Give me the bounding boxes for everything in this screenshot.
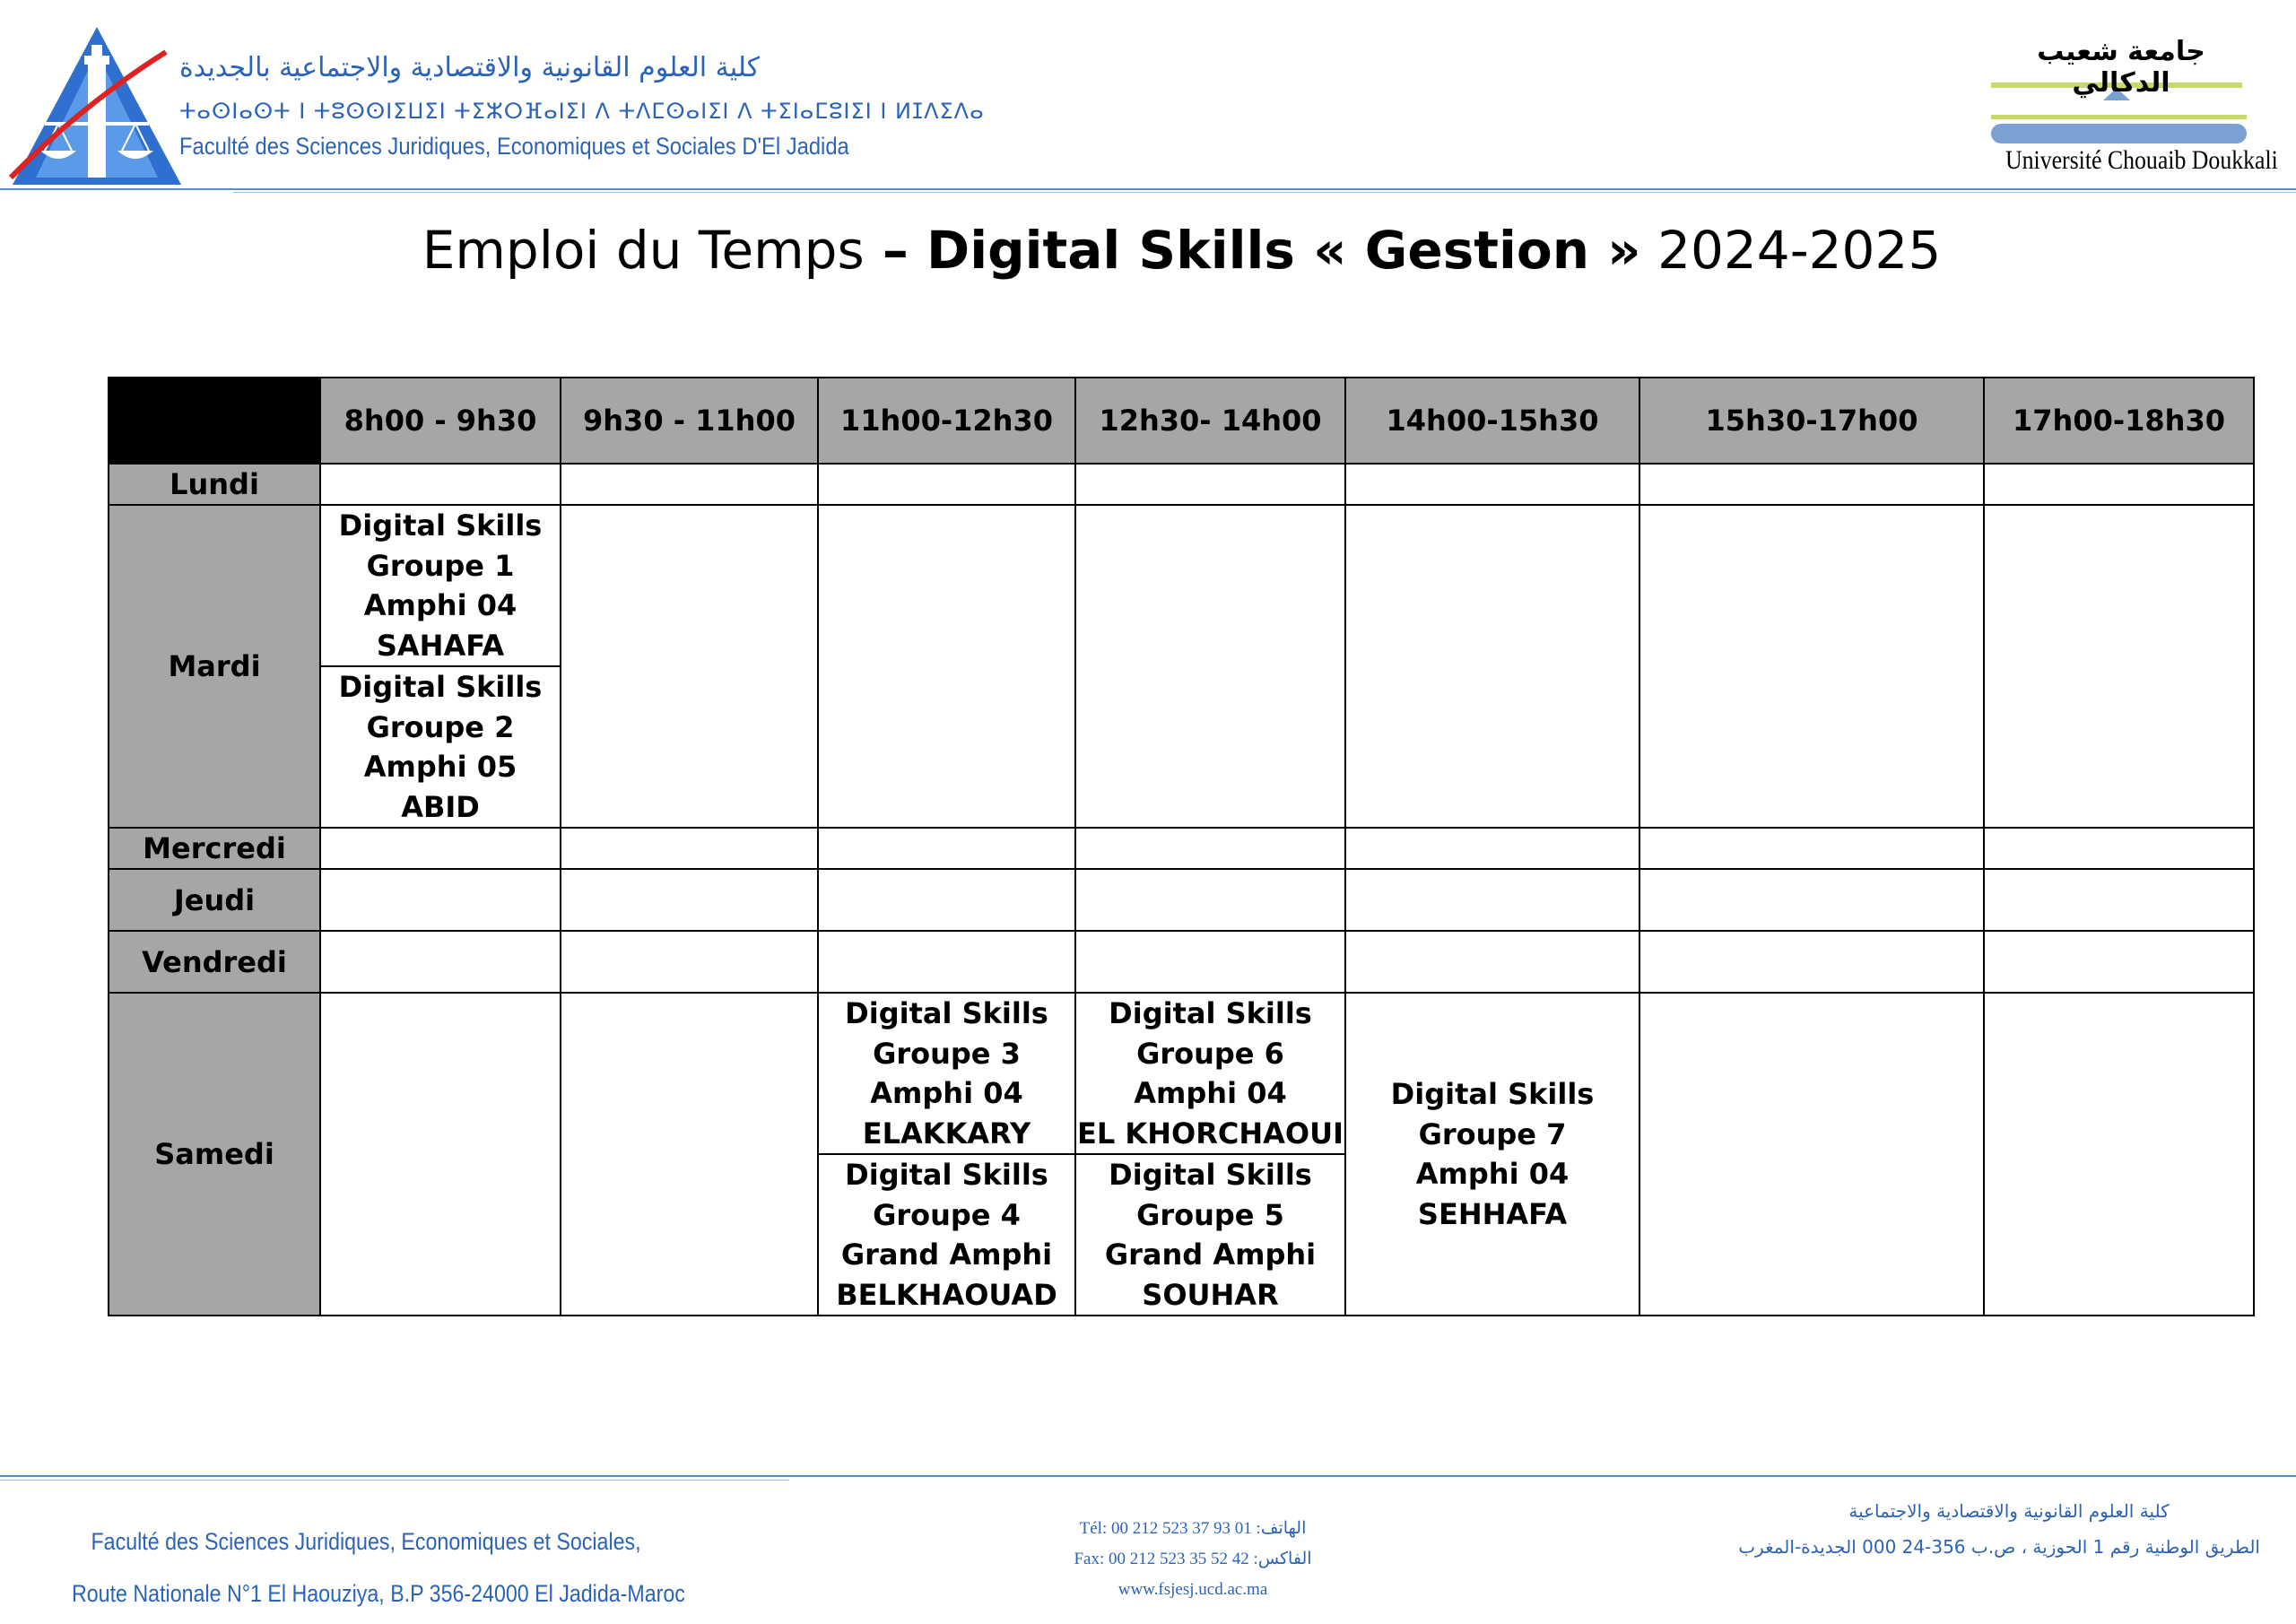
empty-cell — [818, 869, 1075, 931]
time-slot-header: 15h30-17h00 — [1639, 378, 1984, 464]
faculty-name-tifinagh: ⵜⴰⵙⵏⴰⵙⵜ ⵏ ⵜⵓⵙⵙⵏⵉⵡⵉⵏ ⵜⵉⵣⵔⴼⴰⵏⵉⵏ ⴷ ⵜⴷⵎⵙⴰⵏⵉⵏ ⴷ ⵜⵉⵏⴰⵎⵓⵏⵉⵏ ⵏ ⵍⵊⴷⵉⴷⴰ — [179, 99, 985, 124]
empty-cell — [818, 464, 1075, 505]
day-row-vendredi — [109, 931, 2254, 993]
session-group: Groupe 5 — [1136, 1197, 1284, 1232]
university-name-arabic: جامعة شعيب الدكالي — [2037, 36, 2205, 99]
footer-contact — [1031, 1514, 1354, 1605]
session-room: Grand Amphi — [840, 1238, 1053, 1272]
empty-cell — [1984, 828, 2254, 869]
session-teacher: ABID — [401, 789, 480, 824]
faculty-name-arabic: كلية العلوم القانونية والاقتصادية والاجتماعية بالجديدة — [179, 52, 760, 83]
page-title — [0, 220, 2296, 281]
empty-cell — [1075, 931, 1345, 993]
day-row-mardi — [109, 505, 2254, 666]
session-room: Amphi 05 — [363, 750, 517, 784]
empty-cell — [561, 931, 818, 993]
day-label: Vendredi — [109, 931, 320, 993]
session-course: Digital Skills — [1109, 1158, 1312, 1192]
session-group: Groupe 4 — [873, 1197, 1021, 1232]
day-label: Samedi — [109, 993, 320, 1316]
footer-website-link[interactable]: www.fsjesj.ucd.ac.ma — [1118, 1580, 1268, 1599]
day-row-lundi — [109, 464, 2254, 505]
empty-cell — [1345, 931, 1639, 993]
empty-cell — [320, 828, 561, 869]
footer-faculty-name: Faculté des Sciences Juridiques, Economiques et Sociales, — [91, 1528, 641, 1555]
day-label: Jeudi — [109, 869, 320, 931]
schedule-table — [108, 377, 2255, 1316]
header-divider-thin — [233, 192, 2296, 193]
empty-cell — [1075, 869, 1345, 931]
empty-cell — [1639, 869, 1984, 931]
empty-cell — [561, 869, 818, 931]
empty-cell — [1075, 505, 1345, 828]
empty-cell — [320, 931, 561, 993]
empty-cell — [1639, 505, 1984, 828]
empty-cell — [1345, 828, 1639, 869]
time-slot-header: 12h30- 14h00 — [1075, 378, 1345, 464]
empty-cell — [561, 993, 818, 1316]
empty-cell — [1345, 505, 1639, 828]
faculty-logo — [9, 25, 184, 187]
title-bold: – Digital Skills « Gestion » — [864, 220, 1641, 281]
session-cell-mardi-group2 — [320, 666, 561, 828]
session-cell-mardi-group1 — [320, 505, 561, 666]
session-teacher: SAHAFA — [376, 628, 505, 663]
title-prefix: Emploi du Temps — [422, 220, 865, 281]
time-slot-header: 14h00-15h30 — [1345, 378, 1639, 464]
time-slot-header: 8h00 - 9h30 — [320, 378, 561, 464]
time-slot-header: 11h00-12h30 — [818, 378, 1075, 464]
day-row-jeudi — [109, 869, 2254, 931]
session-course: Digital Skills — [1390, 1077, 1595, 1111]
empty-cell — [1984, 931, 2254, 993]
footer-fax: Fax: 00 212 523 35 52 42 :الفاكس — [1074, 1550, 1312, 1568]
footer-address-fr — [72, 1515, 685, 1620]
session-group: Groupe 2 — [366, 709, 515, 744]
empty-cell — [1984, 505, 2254, 828]
empty-cell — [561, 464, 818, 505]
day-label: Mercredi — [109, 828, 320, 869]
empty-cell — [320, 993, 561, 1316]
faculty-name-french: Faculté des Sciences Juridiques, Economiques et Sociales D'El Jadida — [179, 133, 849, 160]
session-room: Amphi 04 — [870, 1076, 1023, 1110]
empty-cell — [818, 931, 1075, 993]
session-cell-samedi-group4 — [818, 1154, 1075, 1316]
header-row — [109, 378, 2254, 464]
session-teacher: EL KHORCHAOUI — [1077, 1116, 1344, 1151]
session-cell-samedi-group5 — [1075, 1154, 1345, 1316]
footer-divider-thin — [0, 1480, 789, 1481]
session-room: Amphi 04 — [363, 588, 517, 622]
empty-cell — [1984, 464, 2254, 505]
session-group: Groupe 1 — [366, 548, 515, 583]
footer-divider — [0, 1475, 2296, 1477]
empty-cell — [1984, 993, 2254, 1316]
session-course: Digital Skills — [1109, 996, 1312, 1030]
session-room: Amphi 04 — [1415, 1157, 1570, 1191]
session-group: Groupe 6 — [1136, 1036, 1284, 1071]
day-label: Lundi — [109, 464, 320, 505]
title-suffix: 2024-2025 — [1640, 220, 1942, 281]
day-row-mercredi — [109, 828, 2254, 869]
footer-address: Route Nationale N°1 El Haouziya, B.P 356-24000 El Jadida-Maroc — [72, 1580, 685, 1607]
session-teacher: ELAKKARY — [862, 1116, 1031, 1151]
footer-faculty-name-ar: كلية العلوم القانونية والاقتصادية والاجتماعية — [1848, 1500, 2170, 1522]
empty-cell — [1984, 869, 2254, 931]
session-course: Digital Skills — [845, 996, 1048, 1030]
footer-tel: Tél: 00 212 523 37 93 01 :الهاتف — [1079, 1519, 1307, 1538]
session-cell-samedi-group7 — [1345, 993, 1639, 1316]
session-room: Amphi 04 — [1134, 1076, 1287, 1110]
empty-cell — [1639, 828, 1984, 869]
empty-cell — [561, 505, 818, 828]
empty-cell — [1075, 464, 1345, 505]
session-cell-samedi-group3 — [818, 993, 1075, 1154]
footer-address-ar — [1738, 1493, 2260, 1565]
empty-cell — [320, 869, 561, 931]
session-teacher: SEHHAFA — [1417, 1196, 1568, 1231]
empty-cell — [818, 828, 1075, 869]
empty-cell — [320, 464, 561, 505]
session-room: Grand Amphi — [1104, 1238, 1317, 1272]
corner-cell — [109, 378, 320, 464]
session-group: Groupe 3 — [873, 1036, 1021, 1071]
footer-address-ar-line: الطريق الوطنية رقم 1 الحوزية ، ص.ب 356-24 000 الجديدة-المغرب — [1738, 1536, 2260, 1558]
empty-cell — [1639, 464, 1984, 505]
session-teacher: SOUHAR — [1142, 1277, 1279, 1312]
empty-cell — [1345, 464, 1639, 505]
session-course: Digital Skills — [845, 1158, 1048, 1192]
header-divider — [0, 188, 2296, 190]
empty-cell — [818, 505, 1075, 828]
session-group: Groupe 7 — [1418, 1116, 1567, 1151]
session-cell-samedi-group6 — [1075, 993, 1345, 1154]
empty-cell — [1639, 931, 1984, 993]
day-label: Mardi — [109, 505, 320, 828]
empty-cell — [1345, 869, 1639, 931]
session-course: Digital Skills — [338, 508, 543, 543]
university-name-french: Université Chouaib Doukkali — [2005, 145, 2278, 175]
session-course: Digital Skills — [338, 670, 543, 704]
day-row-samedi — [109, 993, 2254, 1154]
time-slot-header: 9h30 - 11h00 — [561, 378, 818, 464]
empty-cell — [561, 828, 818, 869]
empty-cell — [1075, 828, 1345, 869]
empty-cell — [1639, 993, 1984, 1316]
time-slot-header: 17h00-18h30 — [1984, 378, 2254, 464]
session-teacher: BELKHAOUAD — [836, 1277, 1057, 1312]
